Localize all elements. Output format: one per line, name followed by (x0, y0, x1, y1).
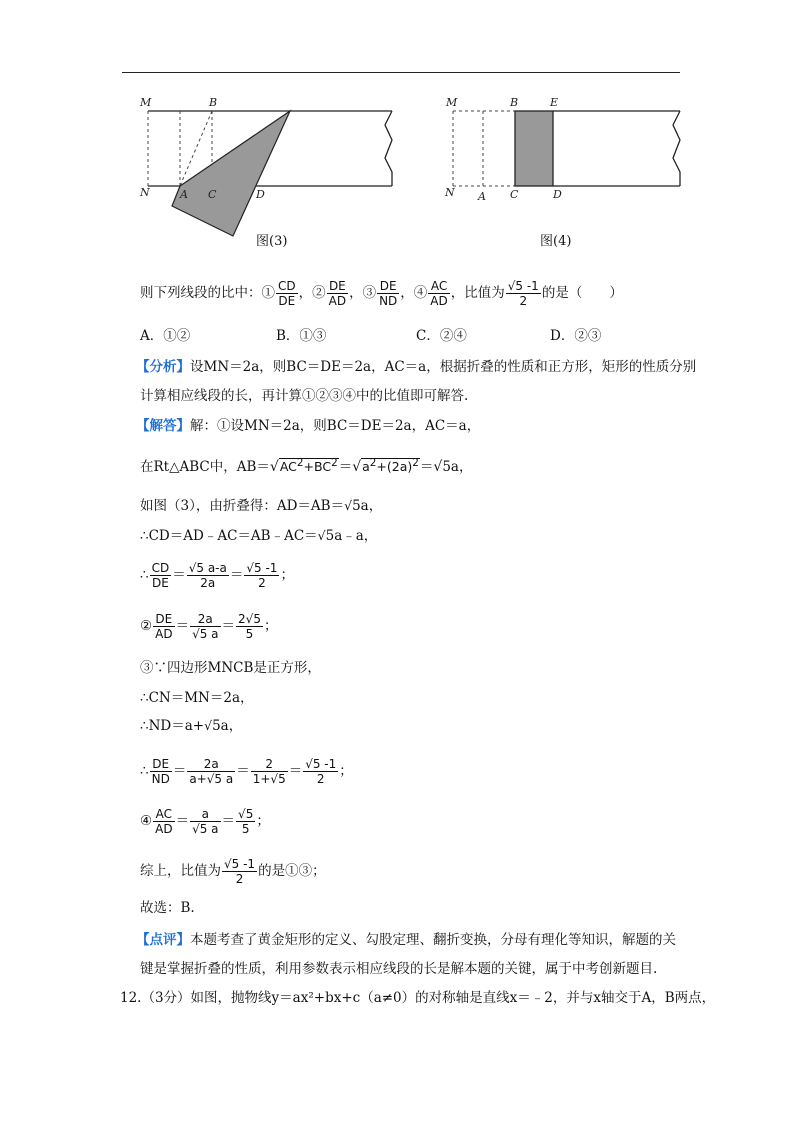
analysis-line-2: 计算相应线段的长，再计算①②③④中的比值即可解答. (140, 388, 469, 404)
answer-line-6: ② $\frac{DE}{AD}$ ＝ $\frac{2a}{√5 a}$ ＝ $\frac{2√5}{5}$ ； (140, 612, 278, 641)
answer-line-3: 如图（3），由折叠得：AD＝AB＝√5a， (140, 498, 383, 514)
answer-line-8: ∴CN＝MN＝2a， (140, 690, 254, 706)
analysis-line-1: 【分析】设MN＝2a，则BC＝DE＝2a，AC＝a，根据折叠的性质和正方形，矩形的性质分别 (136, 359, 697, 375)
fig3-label-d: D (256, 188, 265, 201)
analysis-tag: 【分析】 (136, 359, 190, 375)
answer-tag: 【解答】 (136, 418, 190, 434)
ratio-3: $\frac{DE}{ND}$ (379, 279, 398, 308)
ratio-post: 的是（ ） (541, 285, 623, 301)
ratio-pre: ，比值为 (450, 285, 505, 301)
answer-line-10: ∴ $\frac{DE}{ND}$ ＝ $\frac{2a}{a+√5 a}$ ＝ $\frac{2}{1+√5}$ ＝ $\frac{√5 -1}{2}$ ； (140, 757, 353, 786)
fig4-label-n: N (445, 186, 455, 199)
option-d[interactable]: D．②③ (550, 328, 602, 344)
ratio-2-mark: ② (312, 285, 326, 301)
option-c[interactable]: C．②④ (416, 328, 467, 344)
ratio-1-mark: ① (261, 285, 275, 301)
ratio-1: $\frac{CD}{DE}$ (278, 279, 296, 308)
question-intro: 则下列线段的比中： (140, 285, 262, 301)
ratio-4: $\frac{AC}{AD}$ (430, 279, 448, 308)
figure-4-caption: 图(4) (540, 234, 572, 249)
answer-line-11: ④ $\frac{AC}{AD}$ ＝ $\frac{a}{√5 a}$ ＝ $\frac{√5}{5}$ ； (140, 807, 270, 836)
fig3-label-a: A (180, 188, 188, 201)
answer-line-5: ∴ $\frac{CD}{DE}$ ＝ $\frac{√5 a-a}{2a}$ ＝ $\frac{√5 -1}{2}$ ； (140, 561, 294, 590)
option-a[interactable]: A．①② (140, 328, 191, 344)
figure-4 (0, 0, 800, 260)
golden-ratio: $\frac{√5 -1}{2}$ (507, 279, 539, 308)
answer-line-1: 【解答】解：①设MN＝2a，则BC＝DE＝2a，AC＝a， (136, 418, 481, 434)
answer-line-9: ∴ND＝a+√5a， (140, 718, 243, 734)
option-b[interactable]: B．①③ (276, 328, 327, 344)
fig3-label-m: M (140, 96, 152, 109)
ratio-4-mark: ④ (413, 285, 428, 301)
fig4-label-c: C (510, 188, 519, 201)
fig4-label-e: E (550, 96, 559, 109)
figure-3-caption: 图(3) (256, 234, 288, 249)
comment-line-2: 键是掌握折叠的性质，利用参数表示相应线段的长是解本题的关键，属于中考创新题目. (140, 961, 658, 977)
answer-line-12: 综上，比值为 $\frac{√5 -1}{2}$ 的是①③； (140, 857, 326, 886)
fig4-label-m: M (446, 96, 458, 109)
ratio-3-mark: ③ (362, 285, 377, 301)
comment-tag: 【点评】 (136, 932, 190, 948)
fig4-label-d: D (553, 188, 562, 201)
fig3-label-c: C (208, 188, 217, 201)
question-stem: 则下列线段的比中：① $\frac{CD}{DE}$ ，② $\frac{DE}{AD}$ ，③ $\frac{DE}{ND}$ ，④ $\frac{AC}{AD}$ ，比值为 $\frac{√5 -1}{2}$ 的是（ ） (140, 279, 623, 308)
fig3-label-b: B (209, 96, 218, 109)
answer-line-2: 在Rt△ABC中，$AB=√AC^2+BC^2=√a^2+(2a)^2=√5a$， (140, 457, 473, 476)
fig4-label-a: A (478, 190, 486, 203)
answer-line-7: ③∵四边形MNCB是正方形， (140, 660, 321, 676)
comment-line-1: 【点评】本题考查了黄金矩形的定义、勾股定理、翻折变换，分母有理化等知识，解题的关 (136, 932, 676, 948)
answer-line-13: 故选：B. (140, 900, 195, 916)
answer-line-4: ∴CD＝AD﹣AC＝AB﹣AC＝√5a﹣a， (140, 528, 378, 544)
fig3-label-n: N (140, 186, 150, 199)
next-question: 12.（3分）如图，抛物线y＝ax²+bx+c（a≠0）的对称轴是直线x＝﹣2，并与x轴交于A，B两点， (120, 990, 716, 1006)
ratio-2: $\frac{DE}{AD}$ (328, 279, 347, 308)
fig4-label-b: B (510, 96, 519, 109)
